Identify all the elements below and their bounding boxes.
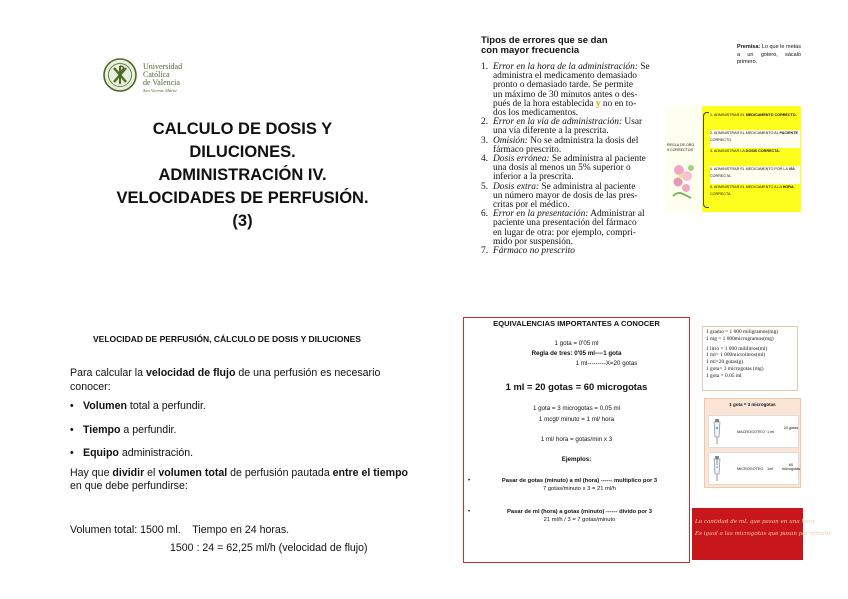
drip-chamber-icon xyxy=(713,456,721,481)
rule-key: MEDICAMENTO CORRECTO. xyxy=(745,113,797,117)
title-line: (3) xyxy=(232,212,253,230)
item-number: 3. xyxy=(481,135,489,146)
list-item xyxy=(70,424,415,438)
errors-list xyxy=(481,63,659,256)
intro-paragraph xyxy=(70,367,415,394)
error-text: un máximo de 30 minutos antes o des- xyxy=(493,89,638,100)
drip-sets-table xyxy=(704,398,801,488)
text-bold: Tiempo xyxy=(83,423,121,436)
text: el xyxy=(144,466,159,479)
item-number: 4. xyxy=(481,154,489,165)
list-item xyxy=(70,400,415,414)
premisa-note xyxy=(737,44,801,67)
rule-key: PACIENTE xyxy=(779,131,798,135)
premisa-text: Lo que le metas a un gotero, sácalo primero. xyxy=(737,44,801,65)
text: de perfusión pautada xyxy=(227,466,333,479)
rule-item xyxy=(710,184,800,202)
error-name: Dosis errónea: xyxy=(493,154,550,165)
rule-text: 1. ADMINISTRAR EL xyxy=(710,113,746,117)
drip-chamber-icon xyxy=(713,419,721,444)
error-name: Dosis extra: xyxy=(493,181,540,192)
example-rule: Pasar de ml (hora) a gotas (minuto) ------ divido por 3 xyxy=(507,509,652,515)
error-text: no en to- xyxy=(600,98,637,109)
microdrop-rule-note xyxy=(692,508,831,560)
error-text: administra el medicamento demasiado xyxy=(493,71,637,82)
university-name xyxy=(143,63,182,95)
flower-icon xyxy=(669,160,697,200)
conversion-line: 1 ml=20 gotas(g) xyxy=(706,359,744,366)
rule-key: DOSIS CORRECTA. xyxy=(745,149,780,153)
university-logo xyxy=(103,58,203,94)
example-2 xyxy=(472,508,687,524)
equivalence-line: 1 ml---------X=20 gotas xyxy=(575,360,638,367)
error-text: mido por suspensión. xyxy=(493,236,573,247)
error-text: pués de la hora establecida xyxy=(493,98,596,109)
error-text: critas por el médico. xyxy=(493,200,570,211)
heading-line: Tipos de errores que se dan xyxy=(481,35,608,46)
error-text: una vía diferente a la prescrita. xyxy=(493,126,609,137)
logo-line: San Vicente Mártir xyxy=(143,88,178,93)
logo-line: Universidad xyxy=(143,62,183,71)
highlight-text: y xyxy=(595,98,601,109)
rule-text: CORRECTO. xyxy=(710,138,733,142)
text-bold: entre el tiempo xyxy=(332,466,409,479)
note-line: La cantidad de mL que pasan en una hora, xyxy=(695,519,817,525)
item-number: 1. xyxy=(481,62,489,72)
list-item xyxy=(481,137,659,155)
page-title xyxy=(95,118,390,233)
perfusion-body xyxy=(70,367,415,494)
list-item xyxy=(481,247,659,256)
rule-text: 3. ADMINISTRAR LA xyxy=(710,149,746,153)
error-text: No se administra la dosis del xyxy=(527,135,639,146)
example-calc: 21 ml/h / 3 = 7 gotas/minuto xyxy=(543,517,616,523)
error-text: paciente una presentación del fármaco xyxy=(493,218,637,229)
text: a perfundir. xyxy=(120,423,177,436)
set-type: MACROGOTEO xyxy=(737,430,765,434)
text: de una perfusión es necesario conocer: xyxy=(70,367,381,393)
item-number: 5. xyxy=(481,181,489,192)
error-text: Se administra al paciente xyxy=(539,181,636,192)
text-bold: volumen total xyxy=(158,466,228,479)
text: total a perfundir. xyxy=(126,400,206,412)
conversion-line: 1 mg = 1 000microgramos(mg) xyxy=(706,335,774,342)
rule-text: 5. ADMINISTRAR EL MEDICAMENTO A LA xyxy=(710,185,783,189)
rules-label: REGLA DE ORO 5 CORRECTOS xyxy=(667,143,695,152)
title-line: DILUCIONES. xyxy=(189,143,296,161)
rule-text: 2. ADMINISTRAR EL MEDICAMENTO AL xyxy=(710,131,780,135)
error-text: Usar xyxy=(622,117,643,128)
error-text: un número mayor de dosis de las pres- xyxy=(493,190,638,201)
conversion-line: 1 gota = 0.05 ml xyxy=(706,372,742,379)
equivalences-box xyxy=(463,317,690,563)
rule-text: CORRECTA. xyxy=(710,174,732,178)
list-item xyxy=(481,63,659,118)
text: Hay que xyxy=(70,466,113,479)
rule-text: CORRECTA. xyxy=(710,192,732,196)
rules-list xyxy=(710,112,800,202)
equivalence-line: 1 mcgt/ minuto = 1 ml/ hora xyxy=(538,416,615,423)
example-rule: Pasar de gotas (minuto) a ml (hora) ------ multiplico por 3 xyxy=(501,478,658,484)
error-text: en lugar de otra: por ejemplo, compri- xyxy=(493,227,636,238)
error-text: Administrar al xyxy=(588,209,645,220)
divide-paragraph xyxy=(70,467,415,494)
equivalence-line: Regla de tres: 0'05 ml----1 gota xyxy=(531,350,622,357)
error-name: Omisión: xyxy=(493,135,528,146)
calc-line: Volumen total: 1500 ml. Tiempo en 24 horas. xyxy=(70,524,290,536)
set-drops: 60 microgotas xyxy=(781,463,801,471)
golden-rules-box xyxy=(665,106,801,212)
rule-text: 4. ADMINISTRAR EL MEDICAMENTO POR LA xyxy=(710,167,789,171)
error-name: Fármaco no prescrito xyxy=(493,246,575,257)
list-item xyxy=(481,118,659,136)
example-1 xyxy=(472,477,687,493)
conversion-line: 1 gota= 3 microgotas (mg) xyxy=(706,365,764,372)
rule-key: VÍA xyxy=(788,167,795,171)
conversion-line: 1 ml= 1 000microlitros(ml) xyxy=(706,352,766,359)
error-name: Error en la presentación: xyxy=(493,209,589,220)
list-item xyxy=(70,447,415,461)
list-item xyxy=(481,210,659,247)
text-bold: velocidad de flujo xyxy=(145,367,236,379)
bullet-icon: • xyxy=(468,478,471,484)
equivalence-line: 1 ml/ hora = gotas/min x 3 xyxy=(540,436,613,443)
requirements-list xyxy=(70,400,415,461)
rule-item xyxy=(710,112,800,130)
set-type: MICROGOTEO xyxy=(737,467,764,471)
error-text: Se xyxy=(637,62,650,72)
text: en que debe perfundirse: xyxy=(70,480,188,492)
drops-title: 1 gota = 3 microgotas xyxy=(729,402,776,407)
set-volume: 1 ml xyxy=(767,430,775,434)
title-line: VELOCIDADES DE PERFUSIÓN. xyxy=(116,189,369,207)
errors-heading xyxy=(481,36,641,56)
calc-result: 1500 : 24 = 62,25 ml/h (velocidad de flujo) xyxy=(170,542,368,554)
heading-line: con mayor frecuencia xyxy=(481,45,580,56)
text: Para calcular la xyxy=(70,367,146,379)
conversion-line: 1 litro = 1 000 mililitros(ml) xyxy=(706,345,768,352)
rules-side-panel xyxy=(665,106,702,212)
text: administración. xyxy=(118,447,194,459)
set-drops: 20 gotas xyxy=(783,426,799,430)
table-row xyxy=(708,452,799,485)
premisa-label: Premisa: xyxy=(737,44,761,50)
note-line: Es igual a las microgotas que pasan por minuto xyxy=(695,531,831,537)
key-equivalence: 1 ml = 20 gotas = 60 microgotas xyxy=(505,381,648,392)
error-name: Error en la vía de administración: xyxy=(493,117,623,128)
list-item xyxy=(481,155,659,183)
text-bold: Volumen xyxy=(83,400,127,412)
rule-item xyxy=(710,130,800,148)
equivalence-line: 1 gota = 0'05 ml xyxy=(554,340,599,347)
text-bold: dividir xyxy=(112,466,145,479)
bullet-icon: • xyxy=(468,509,471,515)
text-bold: Equipo xyxy=(83,447,119,459)
equivalences-title: EQUIVALENCIAS IMPORTANTES A CONOCER xyxy=(493,319,660,328)
rule-key: HORA xyxy=(782,185,794,189)
error-text: Se administra al paciente xyxy=(549,154,646,165)
error-text: fármaco prescrito. xyxy=(493,144,562,155)
logo-line: de Valencia xyxy=(143,78,180,87)
title-line: CALCULO DE DOSIS Y xyxy=(152,120,333,138)
logo-line: Católica xyxy=(143,70,170,79)
example-calc: 7 gotas/minuto x 3 = 21 ml/h xyxy=(543,486,616,492)
error-text: dos los medicamentos. xyxy=(493,108,579,119)
item-number: 6. xyxy=(481,209,489,220)
error-text: una dosis al menos un 5% superior o xyxy=(493,163,631,174)
error-text: pronto o demasiado tarde. Se permite xyxy=(493,80,634,91)
set-volume: 1ml xyxy=(767,467,774,471)
rule-item xyxy=(710,148,800,166)
item-number: 7. xyxy=(481,246,489,257)
examples-label: Ejemplos: xyxy=(561,456,592,463)
bracket-decoration xyxy=(703,112,709,208)
perfusion-title: VELOCIDAD DE PERFUSIÓN, CÁLCULO DE DOSIS Y DILUCIONES xyxy=(93,334,361,344)
error-name: Error en la hora de la administración: xyxy=(493,62,638,72)
error-text: inferior a la prescrita. xyxy=(493,172,574,183)
unit-conversions xyxy=(702,326,798,391)
table-row xyxy=(708,415,799,448)
title-line: ADMINISTRACIÓN IV. xyxy=(158,166,327,184)
conversion-line: 1 gramo = 1 000 miligramos(mg) xyxy=(706,329,779,335)
rule-item xyxy=(710,166,800,184)
list-item xyxy=(481,183,659,211)
university-seal-icon xyxy=(103,58,137,92)
equivalence-line: 1 gota = 3 microgotas = 0,05 ml xyxy=(532,405,621,412)
item-number: 2. xyxy=(481,117,489,128)
